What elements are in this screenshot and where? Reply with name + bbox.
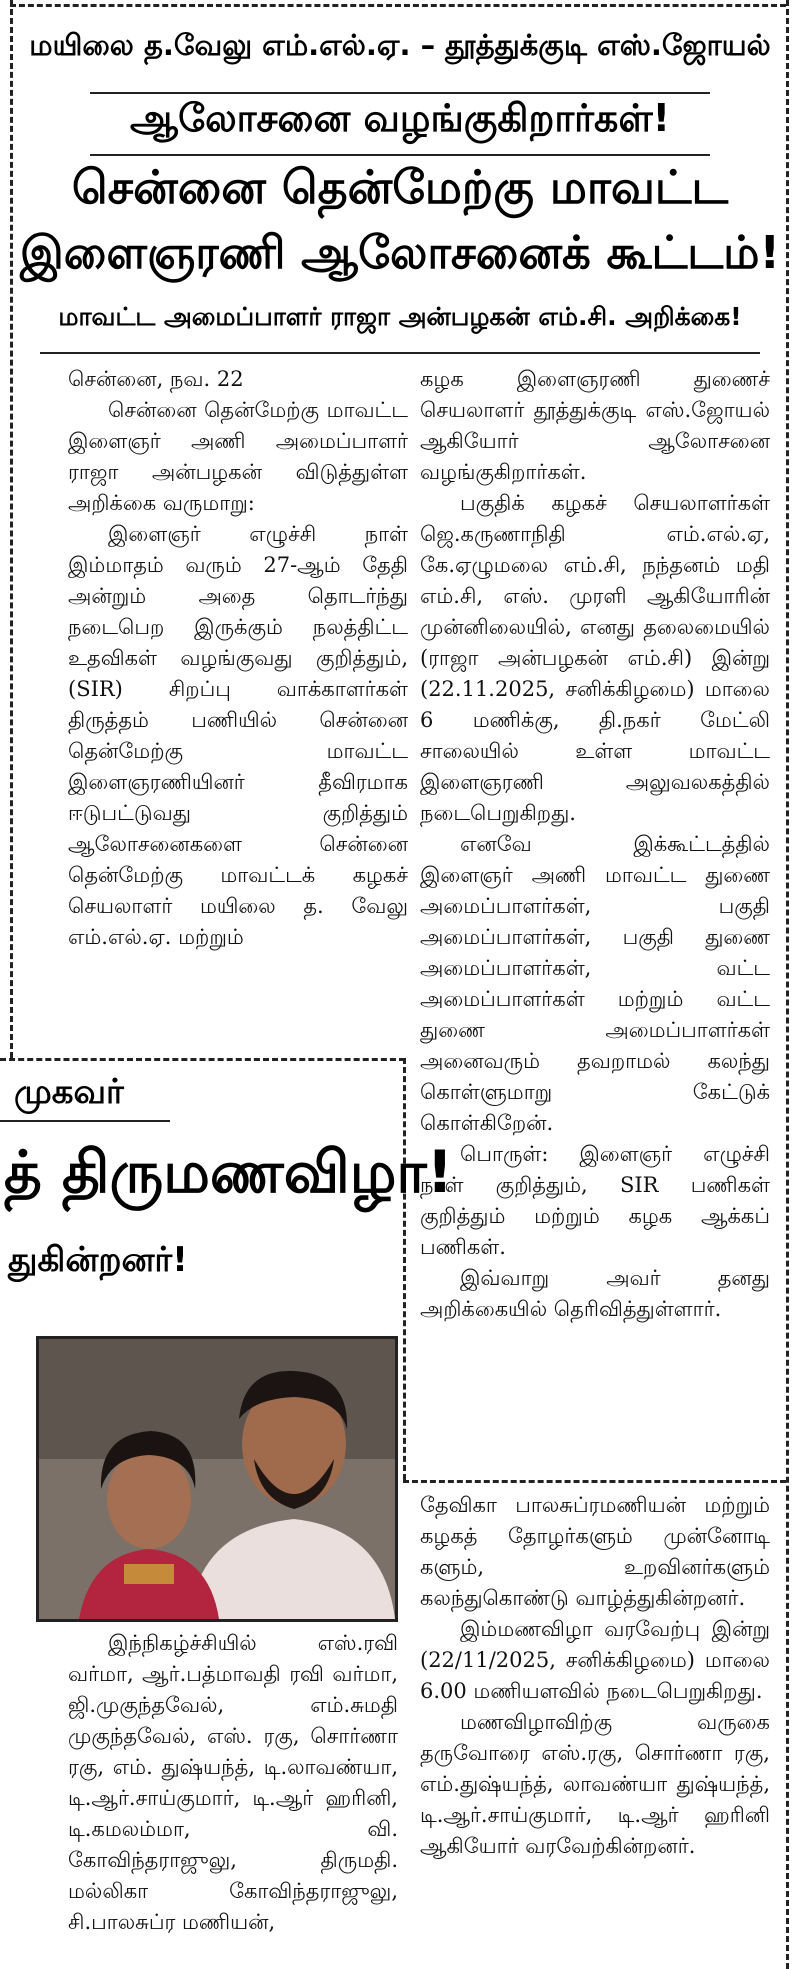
article-subhead: மாவட்ட அமைப்பாளர் ராஜா அன்பழகன் எம்.சி. அறிக்கை! [58,302,742,331]
article-headline-3: இளைஞரணி ஆலோசனைக் கூட்டம்! [20,226,780,279]
couple-photo [36,1336,398,1622]
article-paragraph: பகுதிக் கழகச் செயலாளர்கள் ஜெ.கருணாநிதி எம்.எல்.ஏ, கே.ஏழுமலை எம்.சி, நந்தனம் மதி எம்.சி, எஸ். முரளி ஆகியோரின் முன்னிலையில், எனது தலைமையில் (ராஜா அன்பழகன் எம்.சி) இன்று (22.11.2025, சனிக்கிழமை) மாலை 6 மணிக்கு, தி.நகர் மேட்லி சாலையில் உள்ள மாவட்ட இளைஞரணி அலுவலகத்தில் நடைபெறுகிறது. [420,491,770,825]
article-paragraph: சென்னை தென்மேற்கு மாவட்ட இளைஞர் அணி அமைப்பாளர் ராஜா அன்பழகன் விடுத்துள்ள அறிக்கை வருமாறு: [68,398,408,515]
subhead-rule [40,352,760,354]
article-column-1 [68,364,408,953]
article-paragraph: இவ்வாறு அவர் தனது அறிக்கையில் தெரிவித்துள்ளார். [420,1266,770,1321]
article-paragraph: எனவே இக்கூட்டத்தில் இளைஞர் அணி மாவட்ட துணை அமைப்பாளர்கள், பகுதி அமைப்பாளர்கள், பகுதி துணை அமைப்பாளர்கள், வட்ட அமைப்பாளர்கள் மற்றும் வட்ட துணை அமைப்பாளர்கள் அனைவரும் தவறாமல் கலந்து கொள்ளுமாறு கேட்டுக் கொள்கிறேன். [420,832,770,1135]
article-dateline: சென்னை, நவ. 22 [68,367,244,391]
wedding-label: முகவர் [14,1072,124,1112]
article-paragraph: பொருள்: இளைஞர் எழுச்சி நாள் குறித்தும், SIR பணிகள் குறித்தும் மற்றும் கழக ஆக்கப் பணிகள். [420,1142,770,1259]
couple-illustration [39,1339,395,1619]
wedding-top-border [0,1058,405,1061]
wedding-paragraph: இந்நிகழ்ச்சியில் எஸ்.ரவி வர்மா, ஆர்.பத்மாவதி ரவி வர்மா, ஜி.முகுந்தவேல், எம்.சுமதி முகுந்தவேல், எஸ். ரகு, சொர்ணா ரகு, எம். துஷ்யந்த், டி.லாவண்யா, டி.ஆர்.சாய்குமார், டி.ஆர் ஹரினி, டி.கமலம்மா, வி. கோவிந்தராஜுலு, திருமதி. மல்லிகா கோவிந்தராஜுலு, சி.பாலசுப்ர மணியன், [68,1631,398,1934]
wedding-column-right [420,1490,770,1862]
wedding-paragraph: தேவிகா பாலசுப்ரமணியன் மற்றும் கழகத் தோழர்களும் முன்னோடி களும், உறவினர்களும் கலந்துகொண்டு வாழ்த்துகின்றனர். [420,1493,770,1610]
article-right-border [786,0,789,1969]
article-paragraph: இளைஞர் எழுச்சி நாள் இம்மாதம் வரும் 27-ஆம் தேதி அன்றும் அதை தொடர்ந்து நடைபெற இருக்கும் நலத்திட்ட உதவிகள் வழங்குவது குறித்தும், (SIR) சிறப்பு வாக்காளர்கள் திருத்தம் பணியில் சென்னை தென்மேற்கு மாவட்ட இளைஞரணியினர் தீவிரமாக ஈடுபட்டுவது குறித்தும் ஆலோசனைகளை சென்னை தென்மேற்கு மாவட்டக் கழகச் செயலாளர் மயிலை த. வேலு எம்.எல்.ஏ. மற்றும் [68,522,408,949]
wedding-mid-border [403,1480,786,1483]
headline-rule [90,154,710,156]
wedding-paragraph: மணவிழாவிற்கு வருகை தருவோரை எஸ்.ரகு, சொர்ணா ரகு, எம்.துஷ்யந்த், லாவண்யா துஷ்யந்த், டி.ஆர்.சாய்குமார், டி.ஆர் ஹரினி ஆகியோர் வரவேற்கின்றனர். [420,1710,770,1858]
wedding-column-left [68,1628,398,1938]
kicker-rule [90,92,710,94]
wedding-paragraph: இம்மணவிழா வரவேற்பு இன்று (22/11/2025, சனிக்கிழமை) மாலை 6.00 மணியளவில் நடைபெறுகிறது. [420,1617,770,1703]
article-column-2 [420,364,770,1325]
article-left-border [10,0,13,1058]
article-headline-1: ஆலோசனை வழங்குகிறார்கள்! [130,96,670,140]
article-headline-2: சென்னை தென்மேற்கு மாவட்ட [71,160,729,214]
article-kicker: மயிலை த.வேலு எம்.எல்.ஏ. – தூத்துக்குடி எஸ்.ஜோயல் [29,28,771,62]
wedding-label-rule [0,1120,170,1122]
wedding-headline: த் திருமணவிழா! [4,1138,454,1206]
wedding-right-border [403,1058,406,1480]
wedding-subhead: துகின்றனர்! [8,1240,188,1280]
article-top-border [10,4,786,7]
article-paragraph: கழக இளைஞரணி துணைச் செயலாளர் தூத்துக்குடி எஸ்.ஜோயல் ஆகியோர் ஆலோசனை வழங்குகிறார்கள். [420,367,770,484]
